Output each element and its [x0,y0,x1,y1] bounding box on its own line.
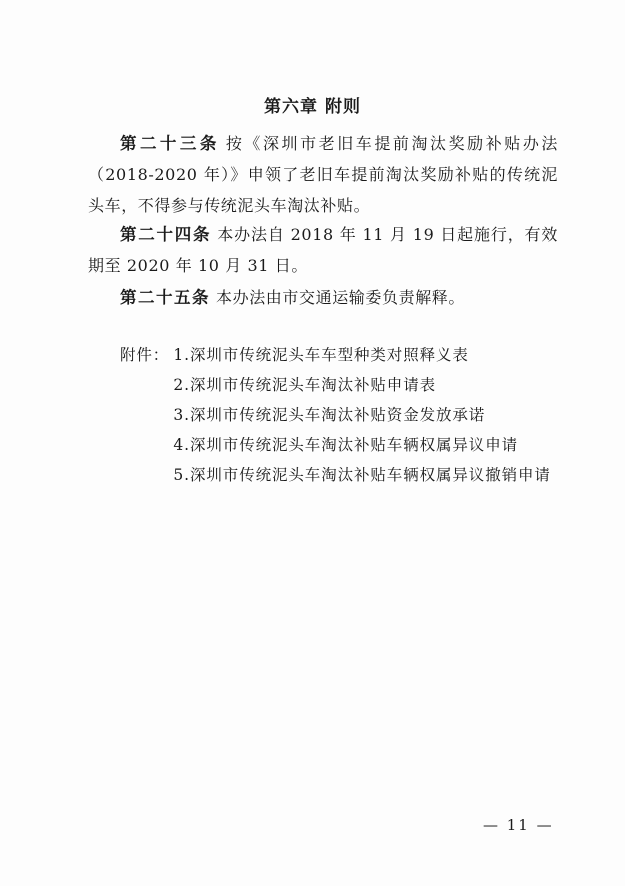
article-23 [88,128,558,221]
article-23-text: 按《深圳市老旧车提前淘汰奖励补贴办法（2018-2020 年）》申领了老旧车提前淘汰奖励补贴的传统泥头车，不得参与传统泥头车淘汰补贴。 [88,134,559,215]
article-25-lead: 第二十五条 [120,288,210,307]
attachment-number: 2. [173,376,190,394]
attachment-title: 深圳市传统泥头车淘汰补贴车辆权属异议撤销申请 [190,466,551,484]
article-25-text: 本办法由市交通运输委负责解释。 [216,288,466,307]
article-24-text: 本办法自 2018 年 11 月 19 日起施行，有效期至 2020 年 10 月 31 日。 [88,225,559,275]
attachment-title: 深圳市传统泥头车车型种类对照释义表 [190,346,469,364]
attachment-item [170,370,565,400]
attachment-title: 深圳市传统泥头车淘汰补贴申请表 [190,376,437,394]
attachments-label: 附件： [120,346,170,364]
attachment-number: 5. [173,466,190,484]
attachment-title: 深圳市传统泥头车淘汰补贴车辆权属异议申请 [190,436,519,454]
attachment-item [170,340,565,370]
attachment-title: 深圳市传统泥头车淘汰补贴资金发放承诺 [190,406,486,424]
attachments-list [170,340,565,490]
attachment-item [170,430,565,460]
article-24 [88,219,558,281]
attachment-item [170,460,565,490]
article-24-lead: 第二十四条 [120,225,212,244]
attachment-number: 3. [173,406,190,424]
attachment-number: 1. [173,346,190,364]
page-number: — 11 — [483,816,554,834]
chapter-title: 第六章 附则 [264,97,361,117]
article-23-lead: 第二十三条 [120,134,220,153]
attachment-item [170,400,565,430]
article-25 [88,282,558,313]
attachment-number: 4. [173,436,190,454]
